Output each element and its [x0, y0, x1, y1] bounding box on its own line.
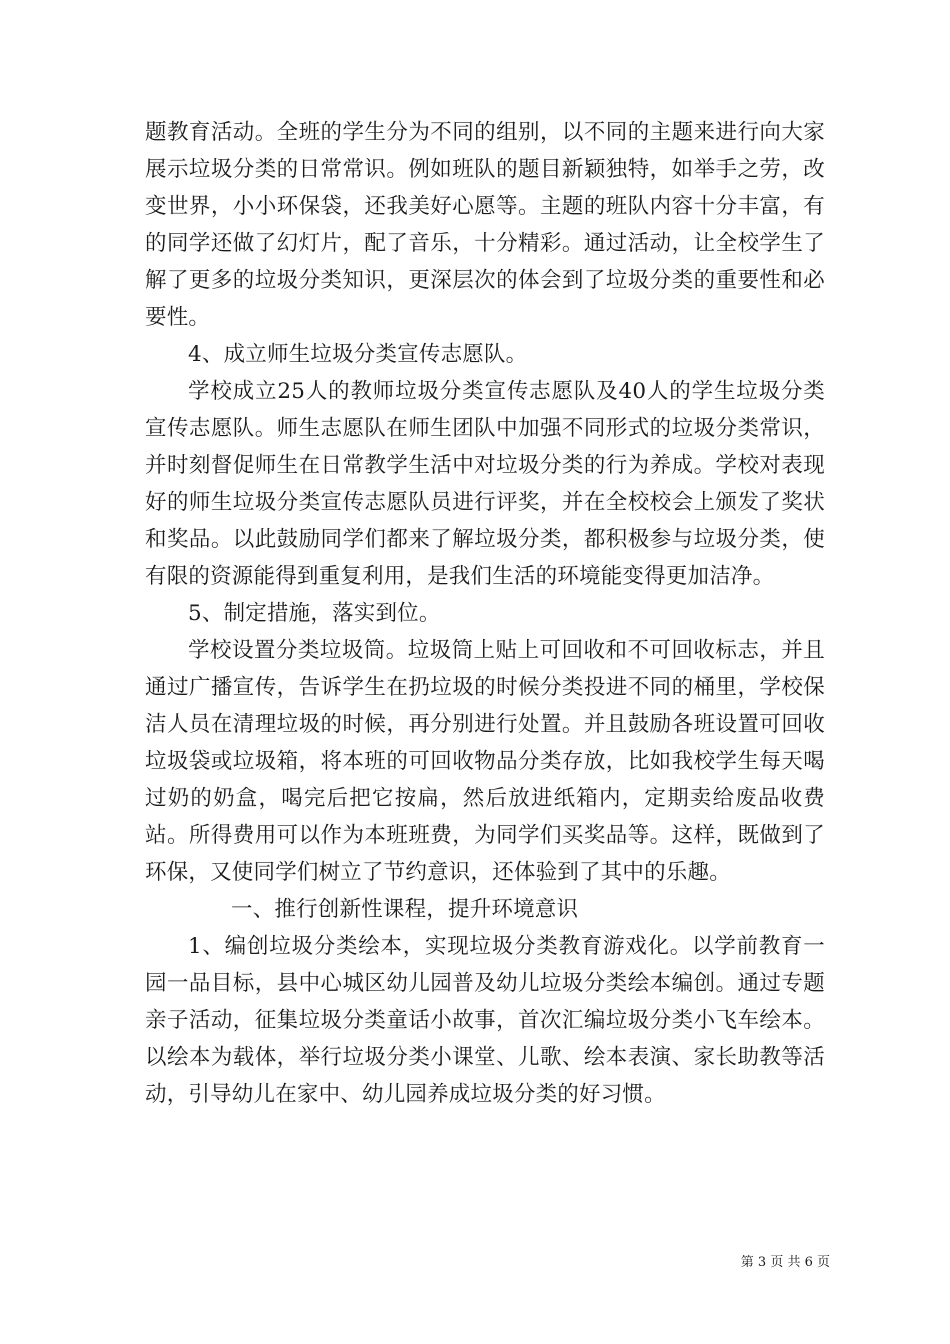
paragraph-measures: 学校设置分类垃圾筒。垃圾筒上贴上可回收和不可回收标志，并且通过广播宣传，告诉学生在扔垃圾的时候分类投进不同的桶里，学校保洁人员在清理垃圾的时候，再分别进行处置。并且鼓励各班设置可回收垃圾袋或垃圾箱，将本班的可回收物品分类存放，比如我校学生每天喝过奶的奶盒，喝完后把它按扁，然后放进纸箱内，定期卖给废品收费站。所得费用可以作为本班班费，为同学们买奖品等。这样，既做到了环保，又使同学们树立了节约意识，还体验到了其中的乐趣。 [145, 638, 825, 885]
chapter-heading-innovative-courses: 一、推行创新性课程，提升环境意识 [231, 897, 579, 922]
section-heading-measures: 5、制定措施，落实到位。 [188, 601, 441, 626]
page-number-footer: 第 3 页 共 6 页 [740, 1255, 830, 1270]
section-heading-volunteer-team: 4、成立师生垃圾分类宣传志愿队。 [188, 342, 528, 367]
paragraph-volunteer-team: 学校成立25人的教师垃圾分类宣传志愿队及40人的学生垃圾分类宣传志愿队。师生志愿队在师生团队中加强不同形式的垃圾分类常识，并时刻督促师生在日常教学生活中对垃圾分类的行为养成。学校对表现好的师生垃圾分类宣传志愿队员进行评奖，并在全校校会上颁发了奖状和奖品。以此鼓励同学们都来了解垃圾分类，都积极参与垃圾分类，使有限的资源能得到重复利用，是我们生活的环境能变得更加洁净。 [145, 379, 825, 589]
paragraph-picture-books: 1、编创垃圾分类绘本，实现垃圾分类教育游戏化。以学前教育一园一品目标，县中心城区幼儿园普及幼儿垃圾分类绘本编创。通过专题亲子活动，征集垃圾分类童话小故事，首次汇编垃圾分类小飞车绘本。以绘本为载体，举行垃圾分类小课堂、儿歌、绘本表演、家长助教等活动，引导幼儿在家中、幼儿园养成垃圾分类的好习惯。 [145, 934, 825, 1107]
document-body [145, 114, 825, 1113]
paragraph-activity-continued: 题教育活动。全班的学生分为不同的组别，以不同的主题来进行向大家展示垃圾分类的日常常识。例如班队的题目新颖独特，如举手之劳，改变世界，小小环保袋，还我美好心愿等。主题的班队内容十分丰富，有的同学还做了幻灯片，配了音乐，十分精彩。通过活动，让全校学生了解了更多的垃圾分类知识，更深层次的体会到了垃圾分类的重要性和必要性。 [145, 120, 825, 330]
